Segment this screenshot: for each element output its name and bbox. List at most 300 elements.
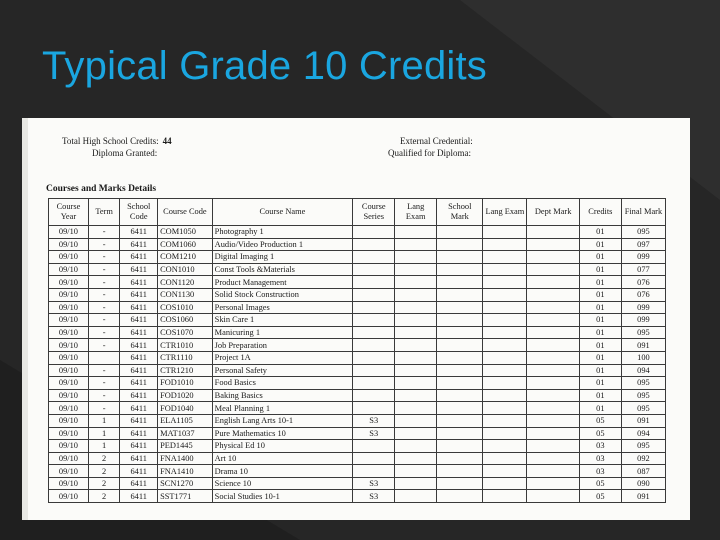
table-cell (395, 477, 437, 490)
section-title: Courses and Marks Details (46, 184, 157, 194)
table-cell: 099 (621, 301, 665, 314)
table-cell: 2 (88, 477, 119, 490)
table-row (49, 276, 666, 289)
table-cell (483, 490, 527, 503)
table-cell: 076 (621, 288, 665, 301)
table-cell: 095 (621, 440, 665, 453)
table-cell (395, 465, 437, 478)
table-cell (527, 251, 579, 264)
table-cell: Physical Ed 10 (212, 440, 353, 453)
table-cell: 6411 (120, 389, 158, 402)
table-cell: 6411 (120, 377, 158, 390)
table-cell: 6411 (120, 427, 158, 440)
column-header: School Mark (437, 199, 483, 226)
table-cell (437, 427, 483, 440)
table-cell: 6411 (120, 440, 158, 453)
table-cell (353, 226, 395, 239)
table-cell: 09/10 (49, 364, 89, 377)
table-cell: 05 (579, 490, 621, 503)
table-cell (527, 465, 579, 478)
table-cell: 09/10 (49, 326, 89, 339)
table-cell (353, 301, 395, 314)
table-cell (395, 226, 437, 239)
table-cell: 01 (579, 288, 621, 301)
table-cell: 091 (621, 414, 665, 427)
table-cell: 01 (579, 377, 621, 390)
table-cell (483, 440, 527, 453)
table-cell: Manicuring 1 (212, 326, 353, 339)
table-cell: 09/10 (49, 389, 89, 402)
table-cell: Science 10 (212, 477, 353, 490)
table-cell: FOD1040 (158, 402, 213, 415)
column-header: Course Year (49, 199, 89, 226)
table-cell: 01 (579, 389, 621, 402)
column-header: Course Code (158, 199, 213, 226)
table-cell: 1 (88, 427, 119, 440)
table-cell (395, 351, 437, 364)
table-cell: 01 (579, 351, 621, 364)
table-cell: 01 (579, 364, 621, 377)
table-cell: - (88, 226, 119, 239)
table-row (49, 314, 666, 327)
table-cell (527, 402, 579, 415)
table-cell: - (88, 402, 119, 415)
table-cell: - (88, 377, 119, 390)
column-header: Course Series (353, 199, 395, 226)
table-cell: 091 (621, 339, 665, 352)
table-cell: 05 (579, 427, 621, 440)
table-cell: - (88, 339, 119, 352)
table-cell: Personal Safety (212, 364, 353, 377)
table-cell: Social Studies 10-1 (212, 490, 353, 503)
table-cell (483, 402, 527, 415)
external-credential-label: External Credential: (400, 136, 473, 146)
courses-table (48, 198, 666, 503)
table-cell (395, 490, 437, 503)
table-cell (395, 288, 437, 301)
table-cell: 09/10 (49, 490, 89, 503)
table-cell: CTR1110 (158, 351, 213, 364)
table-cell: 6411 (120, 301, 158, 314)
table-cell: FOD1020 (158, 389, 213, 402)
table-cell (395, 339, 437, 352)
table-cell: Baking Basics (212, 389, 353, 402)
table-cell (527, 490, 579, 503)
table-cell: 09/10 (49, 251, 89, 264)
table-cell: 6411 (120, 314, 158, 327)
table-cell (395, 389, 437, 402)
table-cell: 01 (579, 238, 621, 251)
table-cell: 6411 (120, 402, 158, 415)
table-cell: 09/10 (49, 465, 89, 478)
table-cell (395, 301, 437, 314)
table-cell (353, 465, 395, 478)
table-cell (437, 314, 483, 327)
slide-title: Typical Grade 10 Credits (42, 44, 487, 88)
table-cell: Audio/Video Production 1 (212, 238, 353, 251)
table-cell (353, 389, 395, 402)
column-header: Lang Exam (483, 199, 527, 226)
table-cell: 095 (621, 402, 665, 415)
table-cell (437, 364, 483, 377)
table-row (49, 251, 666, 264)
table-cell (395, 427, 437, 440)
table-cell: 095 (621, 226, 665, 239)
table-cell: 09/10 (49, 440, 89, 453)
table-cell: 6411 (120, 364, 158, 377)
table-cell: 095 (621, 377, 665, 390)
table-cell (483, 377, 527, 390)
table-row (49, 364, 666, 377)
table-cell (483, 465, 527, 478)
table-cell (395, 251, 437, 264)
table-cell (527, 440, 579, 453)
table-cell: 09/10 (49, 301, 89, 314)
table-cell (527, 301, 579, 314)
table-cell (395, 238, 437, 251)
table-cell (527, 288, 579, 301)
table-cell: 099 (621, 314, 665, 327)
table-cell (437, 263, 483, 276)
table-cell (353, 326, 395, 339)
table-cell: - (88, 301, 119, 314)
table-cell (395, 364, 437, 377)
table-row (49, 339, 666, 352)
table-cell: 01 (579, 251, 621, 264)
table-cell: 09/10 (49, 452, 89, 465)
table-cell: 09/10 (49, 339, 89, 352)
table-cell: 09/10 (49, 402, 89, 415)
table-cell: 09/10 (49, 377, 89, 390)
total-credits-value: 44 (162, 136, 172, 146)
table-cell: 09/10 (49, 314, 89, 327)
table-cell (395, 377, 437, 390)
table-cell (437, 238, 483, 251)
table-cell (483, 263, 527, 276)
table-cell: CON1010 (158, 263, 213, 276)
table-cell (395, 452, 437, 465)
table-cell: FOD1010 (158, 377, 213, 390)
table-cell (353, 238, 395, 251)
table-cell: CTR1010 (158, 339, 213, 352)
table-cell: 03 (579, 465, 621, 478)
paper-edge (22, 118, 28, 520)
table-cell: - (88, 263, 119, 276)
table-row (49, 490, 666, 503)
table-cell (353, 364, 395, 377)
table-cell: 09/10 (49, 276, 89, 289)
column-header: Dept Mark (527, 199, 579, 226)
table-row (49, 301, 666, 314)
table-cell: 1 (88, 414, 119, 427)
table-cell: 09/10 (49, 226, 89, 239)
table-cell (527, 351, 579, 364)
table-cell: 6411 (120, 263, 158, 276)
table-cell: Skin Care 1 (212, 314, 353, 327)
table-cell: S3 (353, 414, 395, 427)
table-cell: 01 (579, 314, 621, 327)
table-cell (395, 440, 437, 453)
table-cell: 6411 (120, 238, 158, 251)
table-cell (527, 339, 579, 352)
table-cell: FNA1410 (158, 465, 213, 478)
table-row (49, 377, 666, 390)
table-cell (483, 389, 527, 402)
table-cell (437, 477, 483, 490)
table-cell (483, 251, 527, 264)
table-cell (353, 440, 395, 453)
table-cell: 05 (579, 414, 621, 427)
table-cell: Job Preparation (212, 339, 353, 352)
table-cell: SCN1270 (158, 477, 213, 490)
table-cell (395, 402, 437, 415)
table-cell (395, 276, 437, 289)
table-row (49, 238, 666, 251)
table-cell: 6411 (120, 226, 158, 239)
table-cell: 09/10 (49, 351, 89, 364)
table-cell: 6411 (120, 477, 158, 490)
table-cell: 6411 (120, 490, 158, 503)
table-cell: Digital Imaging 1 (212, 251, 353, 264)
table-cell (353, 263, 395, 276)
table-cell: S3 (353, 477, 395, 490)
table-cell (437, 452, 483, 465)
total-credits-field (62, 136, 172, 146)
table-row (49, 389, 666, 402)
table-cell: S3 (353, 490, 395, 503)
table-cell: 097 (621, 238, 665, 251)
table-cell: SST1771 (158, 490, 213, 503)
table-cell (88, 351, 119, 364)
table-cell: 03 (579, 440, 621, 453)
table-row (49, 226, 666, 239)
table-cell (527, 314, 579, 327)
table-cell (437, 251, 483, 264)
table-row (49, 326, 666, 339)
table-cell: CTR1210 (158, 364, 213, 377)
table-cell: 2 (88, 490, 119, 503)
table-cell: 09/10 (49, 288, 89, 301)
table-cell (437, 351, 483, 364)
table-row (49, 477, 666, 490)
table-cell: 01 (579, 276, 621, 289)
table-row (49, 263, 666, 276)
table-cell (437, 414, 483, 427)
table-cell: 05 (579, 477, 621, 490)
table-cell (437, 465, 483, 478)
table-cell: Photography 1 (212, 226, 353, 239)
column-header: School Code (120, 199, 158, 226)
column-header: Final Mark (621, 199, 665, 226)
table-cell (483, 276, 527, 289)
table-cell: 6411 (120, 288, 158, 301)
table-cell: 01 (579, 326, 621, 339)
table-cell: 6411 (120, 326, 158, 339)
table-cell: Project 1A (212, 351, 353, 364)
table-cell: 6411 (120, 465, 158, 478)
table-cell: 087 (621, 465, 665, 478)
table-cell: - (88, 389, 119, 402)
table-cell: Product Management (212, 276, 353, 289)
table-cell (483, 238, 527, 251)
table-cell (353, 402, 395, 415)
column-header: Credits (579, 199, 621, 226)
diploma-granted-label: Diploma Granted: (92, 148, 158, 158)
column-header: Lang Exam (395, 199, 437, 226)
table-cell (353, 251, 395, 264)
transcript-document (22, 118, 690, 520)
table-cell (527, 414, 579, 427)
table-row (49, 440, 666, 453)
table-cell (483, 314, 527, 327)
table-cell (527, 263, 579, 276)
table-cell: 100 (621, 351, 665, 364)
table-cell: - (88, 288, 119, 301)
table-cell (483, 351, 527, 364)
table-cell (395, 326, 437, 339)
table-cell (395, 414, 437, 427)
table-cell: COS1060 (158, 314, 213, 327)
table-cell: Personal Images (212, 301, 353, 314)
qualified-for-diploma-label: Qualified for Diploma: (388, 148, 471, 158)
table-cell: 09/10 (49, 477, 89, 490)
table-cell (437, 440, 483, 453)
table-row (49, 452, 666, 465)
table-cell: 01 (579, 402, 621, 415)
table-row (49, 465, 666, 478)
table-cell: FNA1400 (158, 452, 213, 465)
table-cell: COS1010 (158, 301, 213, 314)
table-cell (437, 377, 483, 390)
table-cell: 03 (579, 452, 621, 465)
table-cell (483, 427, 527, 440)
table-cell (483, 226, 527, 239)
table-cell: 095 (621, 389, 665, 402)
table-cell: Pure Mathematics 10 (212, 427, 353, 440)
table-cell: - (88, 326, 119, 339)
table-cell: COM1210 (158, 251, 213, 264)
table-cell (353, 288, 395, 301)
table-cell: 6411 (120, 251, 158, 264)
table-cell (353, 351, 395, 364)
column-header: Course Name (212, 199, 353, 226)
table-cell: CON1120 (158, 276, 213, 289)
table-cell: 01 (579, 339, 621, 352)
table-row (49, 402, 666, 415)
table-cell (483, 326, 527, 339)
table-row (49, 288, 666, 301)
table-cell (437, 226, 483, 239)
table-cell: S3 (353, 427, 395, 440)
table-cell: 6411 (120, 351, 158, 364)
table-cell: COM1050 (158, 226, 213, 239)
table-cell (437, 326, 483, 339)
table-cell: ELA1105 (158, 414, 213, 427)
table-cell: 6411 (120, 276, 158, 289)
table-cell (483, 452, 527, 465)
table-cell (353, 452, 395, 465)
table-row (49, 427, 666, 440)
table-cell: 094 (621, 427, 665, 440)
table-cell: 2 (88, 465, 119, 478)
table-cell: 077 (621, 263, 665, 276)
table-cell (527, 389, 579, 402)
table-cell: 099 (621, 251, 665, 264)
table-cell: COS1070 (158, 326, 213, 339)
table-cell (527, 276, 579, 289)
table-cell: MAT1037 (158, 427, 213, 440)
table-cell: 091 (621, 490, 665, 503)
table-cell (353, 276, 395, 289)
table-cell: - (88, 364, 119, 377)
table-cell: 6411 (120, 339, 158, 352)
total-credits-label: Total High School Credits: (62, 136, 159, 146)
table-cell: 1 (88, 440, 119, 453)
table-cell (353, 339, 395, 352)
table-cell: 2 (88, 452, 119, 465)
table-cell (437, 301, 483, 314)
table-cell: - (88, 276, 119, 289)
table-cell: - (88, 238, 119, 251)
table-cell (353, 377, 395, 390)
column-header: Term (88, 199, 119, 226)
table-cell: CON1130 (158, 288, 213, 301)
table-cell (527, 326, 579, 339)
table-cell (527, 452, 579, 465)
table-cell: Const Tools &Materials (212, 263, 353, 276)
table-cell (395, 314, 437, 327)
table-cell: COM1060 (158, 238, 213, 251)
table-cell: 076 (621, 276, 665, 289)
table-cell (437, 389, 483, 402)
table-cell (437, 276, 483, 289)
table-row (49, 351, 666, 364)
table-cell (437, 402, 483, 415)
table-cell (483, 288, 527, 301)
table-cell (527, 226, 579, 239)
table-cell (483, 339, 527, 352)
table-cell: Food Basics (212, 377, 353, 390)
table-cell: 6411 (120, 414, 158, 427)
table-cell (527, 238, 579, 251)
table-cell (483, 364, 527, 377)
table-cell (527, 364, 579, 377)
table-cell: 092 (621, 452, 665, 465)
table-row (49, 414, 666, 427)
table-cell: PED1445 (158, 440, 213, 453)
table-cell (353, 314, 395, 327)
table-cell: Art 10 (212, 452, 353, 465)
table-cell: 01 (579, 226, 621, 239)
table-cell: - (88, 314, 119, 327)
table-cell: - (88, 251, 119, 264)
table-cell: 094 (621, 364, 665, 377)
table-cell: English Lang Arts 10-1 (212, 414, 353, 427)
table-header-row (49, 199, 666, 226)
table-cell: 095 (621, 326, 665, 339)
table-cell (527, 377, 579, 390)
table-cell: Meal Planning 1 (212, 402, 353, 415)
table-cell (437, 490, 483, 503)
table-cell: 09/10 (49, 414, 89, 427)
table-cell: 09/10 (49, 427, 89, 440)
table-cell (437, 288, 483, 301)
table-cell (527, 477, 579, 490)
table-cell: 09/10 (49, 263, 89, 276)
table-cell (437, 339, 483, 352)
table-cell: Solid Stock Construction (212, 288, 353, 301)
table-cell: 09/10 (49, 238, 89, 251)
